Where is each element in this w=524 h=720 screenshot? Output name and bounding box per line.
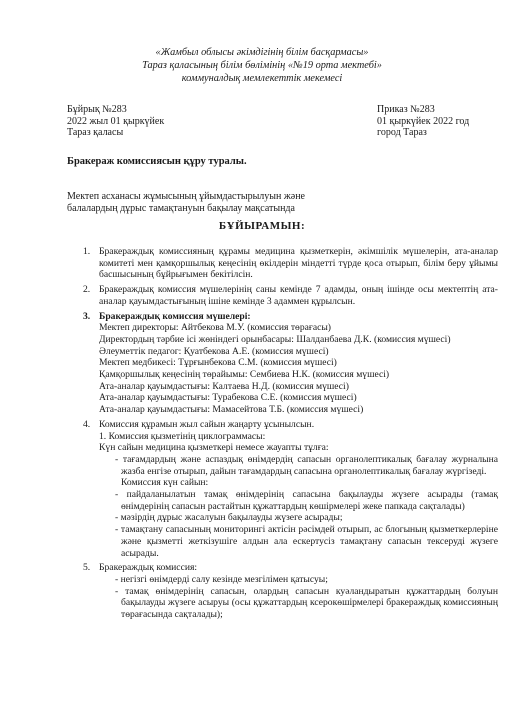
- list-item: Ата-аналар қауымдастығы: Турабекова С.Е. (комиссия мүшесі): [99, 392, 357, 404]
- list-item: Мектеп директоры: Айтбекова М.У. (комиссия төрағасы): [99, 322, 331, 334]
- list-item: - тағамдардың және аспаздық өнімдердің сапасын органолептикалық бағалау журналына жазба енгізе отырып, дайын тағамдардың сапасына органолептикалық бағалау жүргізеді.: [115, 453, 498, 477]
- list-item: Директордың тәрбие ісі жөніндегі орынбасары: Шалданбаева Д.К. (комиссия мүшесі): [99, 333, 451, 345]
- commission-daily-title: Комиссия күн сайын:: [121, 477, 209, 489]
- item-text: Комиссия құрамын жыл сайын жаңарту ұсынылсын.: [99, 418, 315, 430]
- order-item-4: [83, 419, 498, 559]
- order-number-ru: Приказ №283: [377, 104, 435, 115]
- header-line-1: «Жамбыл облысы әкімдігінің білім басқармасы»: [155, 47, 369, 58]
- header-line-3: коммуналдық мемлекеттік мекемесі: [181, 73, 343, 84]
- list-item: Мектеп медбикесі: Тұрғынбекова С.М. (комиссия мүшесі): [99, 357, 337, 369]
- order-purpose: [67, 191, 427, 215]
- members-list: [99, 322, 498, 416]
- organization-header: [0, 46, 524, 85]
- list-item: Ата-аналар қауымдастығы: Калтаева Н.Д. (комиссия мүшесі): [99, 380, 349, 392]
- header-line-2: Тараз қаласының білім бөлімінің «№19 орта мектебі»: [142, 60, 382, 71]
- order-city-kk: Тараз қаласы: [67, 127, 124, 138]
- order-body: [83, 246, 498, 621]
- list-item: - негізгі өнімдерді салу кезінде мезгілімен қатысуы;: [115, 573, 328, 585]
- item-number: 3.: [83, 310, 91, 322]
- cyclogram-title: 1. Комиссия қызметінің циклограммасы:: [99, 430, 266, 442]
- order-item-1: [83, 246, 498, 281]
- item-number: 5.: [83, 562, 91, 574]
- list-item: - мәзірдің дұрыс жасалуын бақылауды жүзеге асырады;: [115, 512, 343, 524]
- order-heading: БҰЙЫРАМЫН:: [218, 220, 306, 232]
- order-city-ru: город Тараз: [377, 127, 427, 138]
- item-text: Бракераждық комиссияның құрамы медицина қызметкерін, әкімшілік мүшелерін, ата-аналар комитеті мен қамқоршылық кеңесінің өкілдерін міндетті түрде қоса отырып, білім беру ұйымы басшысының бұйрығымен бекітілсін.: [99, 246, 498, 281]
- list-item: Әлеуметтік педагог: Қуатбекова А.Е. (комиссия мүшесі): [99, 345, 329, 357]
- list-item: - пайдаланылатын тамақ өнімдерінің сапасына бақылауды жүзеге асырады (тамақ өнімдерінің сапасын растайтын құжаттардың көшірмелері жеке папкада сақталады): [115, 489, 498, 512]
- order-item-5: [83, 562, 498, 621]
- item-number: 4.: [83, 418, 91, 430]
- item-text: Бракераждық комиссия мүшелерінің саны кемінде 7 адамды, оның ішінде осы мектептің ата-аналар қауымдастығының ішіне кемінде 3 адаммен құрылсын.: [99, 284, 498, 307]
- order-number-kk: Бұйрық №283: [67, 104, 127, 115]
- daily-responsible-title: Күн сайын медицина қызметкері немесе жауапты тұлға:: [99, 442, 329, 454]
- item-number: 2.: [83, 284, 91, 296]
- item-text: Бракераждық комиссия:: [99, 562, 198, 574]
- order-item-3: [83, 311, 498, 416]
- commission-members-title: Бракераждық комиссия мүшелері:: [99, 310, 251, 322]
- order-date-ru: 01 қыркүйек 2022 год: [377, 115, 470, 127]
- list-item: - тамақтану сапасының мониторингі актісін рәсімдей отырып, ас блогының қызметкерлеріне және қызметті жеткізушіге алдын ала ескертусіз тамақтану сапасын тексеруді жүзеге асырады.: [115, 524, 498, 559]
- list-item: - тамақ өнімдерінің сапасын, олардың сапасын куәландыратын құжаттардың болуын бақылауды жүзеге асыруы (осы құжаттардың ксерокөшірмелері бракераждық комиссияның төрағасында сақталады);: [115, 585, 498, 621]
- order-item-2: [83, 284, 498, 307]
- order-meta-kazakh: [67, 104, 164, 139]
- purpose-line-2: балалардың дұрыс тамақтануын бақылау мақсатында: [67, 203, 295, 214]
- list-item: Ата-аналар қауымдастығы: Мамасейтова Т.Б. (комиссия мүшесі): [99, 404, 364, 416]
- order-meta-russian: [377, 104, 469, 139]
- purpose-line-1: Мектеп асханасы жұмысының ұйымдастырылуын және: [67, 191, 305, 202]
- list-item: Қамқоршылық кеңесінің төрайымы: Сембиева Н.К. (комиссия мүшесі): [99, 369, 390, 381]
- order-date-kk: 2022 жыл 01 қыркүйек: [67, 115, 165, 127]
- order-subject: Бракераж комиссиясын құру туралы.: [67, 156, 247, 167]
- item-number: 1.: [83, 246, 91, 257]
